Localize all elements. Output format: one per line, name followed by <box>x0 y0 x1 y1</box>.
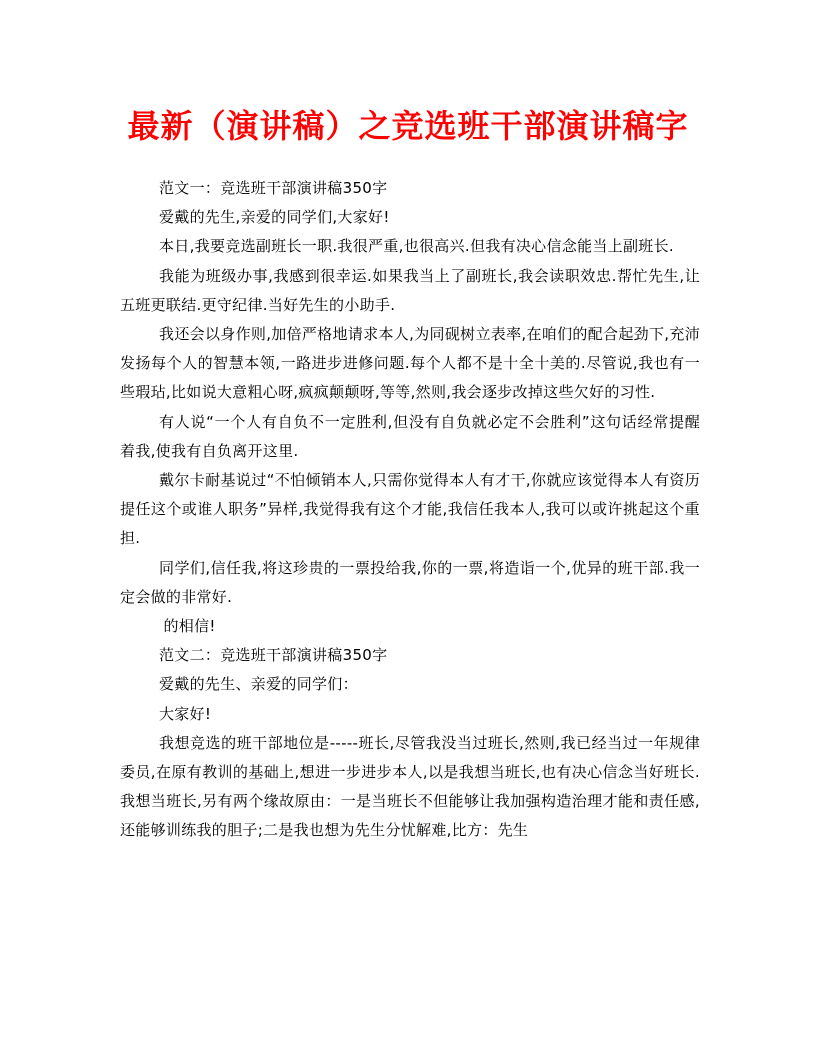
document-title: 最新（演讲稿）之竞选班干部演讲稿字 <box>127 107 689 145</box>
paragraph-monitor-reasons: 我想竞选的班干部地位是-----班长,尽管我没当过班长,然则,我已经当过一年规律委员,在原有教训的基础上,想进一步进步本人,以是我想当班长,也有决心信念当好班长.我想当班长,另有两个缘故原由：一是当班长不但能够让我加强构造治理才能和责任感,还能够训练我的胆子;二是我也想为先生分忧解难,比方：先生 <box>120 733 700 840</box>
paragraph-vote-appeal: 同学们,信任我,将这珍贵的一票投给我,你的一票,将造诣一个,优异的班干部.我一定会做的非常好. <box>120 558 700 606</box>
paragraph-carnegie-quote: 戴尔卡耐基说过“不怕倾销本人,只需你觉得本人有才干,你就应该觉得本人有资历提任这个或谁人职务”异样,我觉得我有这个才能,我信任我本人,我可以或许挑起这个重担. <box>120 471 700 548</box>
paragraph-example: 我还会以身作则,加倍严格地请求本人,为同砚树立表率,在咱们的配合起劲下,充沛发扬每个人的智慧本领,一路进步进修问题.每个人都不是十全十美的.尽管说,我也有一些瑕玷,比如说大意粗心呀,疯疯颠颠呀,等等,然则,我会逐步改掉这些欠好的习性. <box>120 325 700 402</box>
paragraph-closing: 的相信! <box>163 617 216 636</box>
paragraph-hello: 大家好! <box>159 704 212 723</box>
paragraph-confidence-quote: 有人说“一个人有自负不一定胜利,但没有自负就必定不会胜利”这句话经常提醒着我,使我有自负离开这里. <box>120 412 700 460</box>
paragraph-intro: 本日,我要竞选副班长一职.我很严重,也很高兴.但我有决心信念能当上副班长. <box>159 237 674 256</box>
paragraph-greeting-two: 爱戴的先生、亲爱的同学们： <box>159 675 358 694</box>
paragraph-essay-one-heading: 范文一：竞选班干部演讲稿350字 <box>159 179 388 197</box>
paragraph-essay-two-heading: 范文二：竞选班干部演讲稿350字 <box>159 646 388 665</box>
document-body <box>120 174 700 846</box>
paragraph-service: 我能为班级办事,我感到很幸运.如果我当上了副班长,我会读职效忠.帮忙先生,让五班更联结.更守纪律.当好先生的小助手. <box>120 266 700 314</box>
paragraph-greeting: 爱戴的先生,亲爱的同学们,大家好! <box>159 208 390 227</box>
